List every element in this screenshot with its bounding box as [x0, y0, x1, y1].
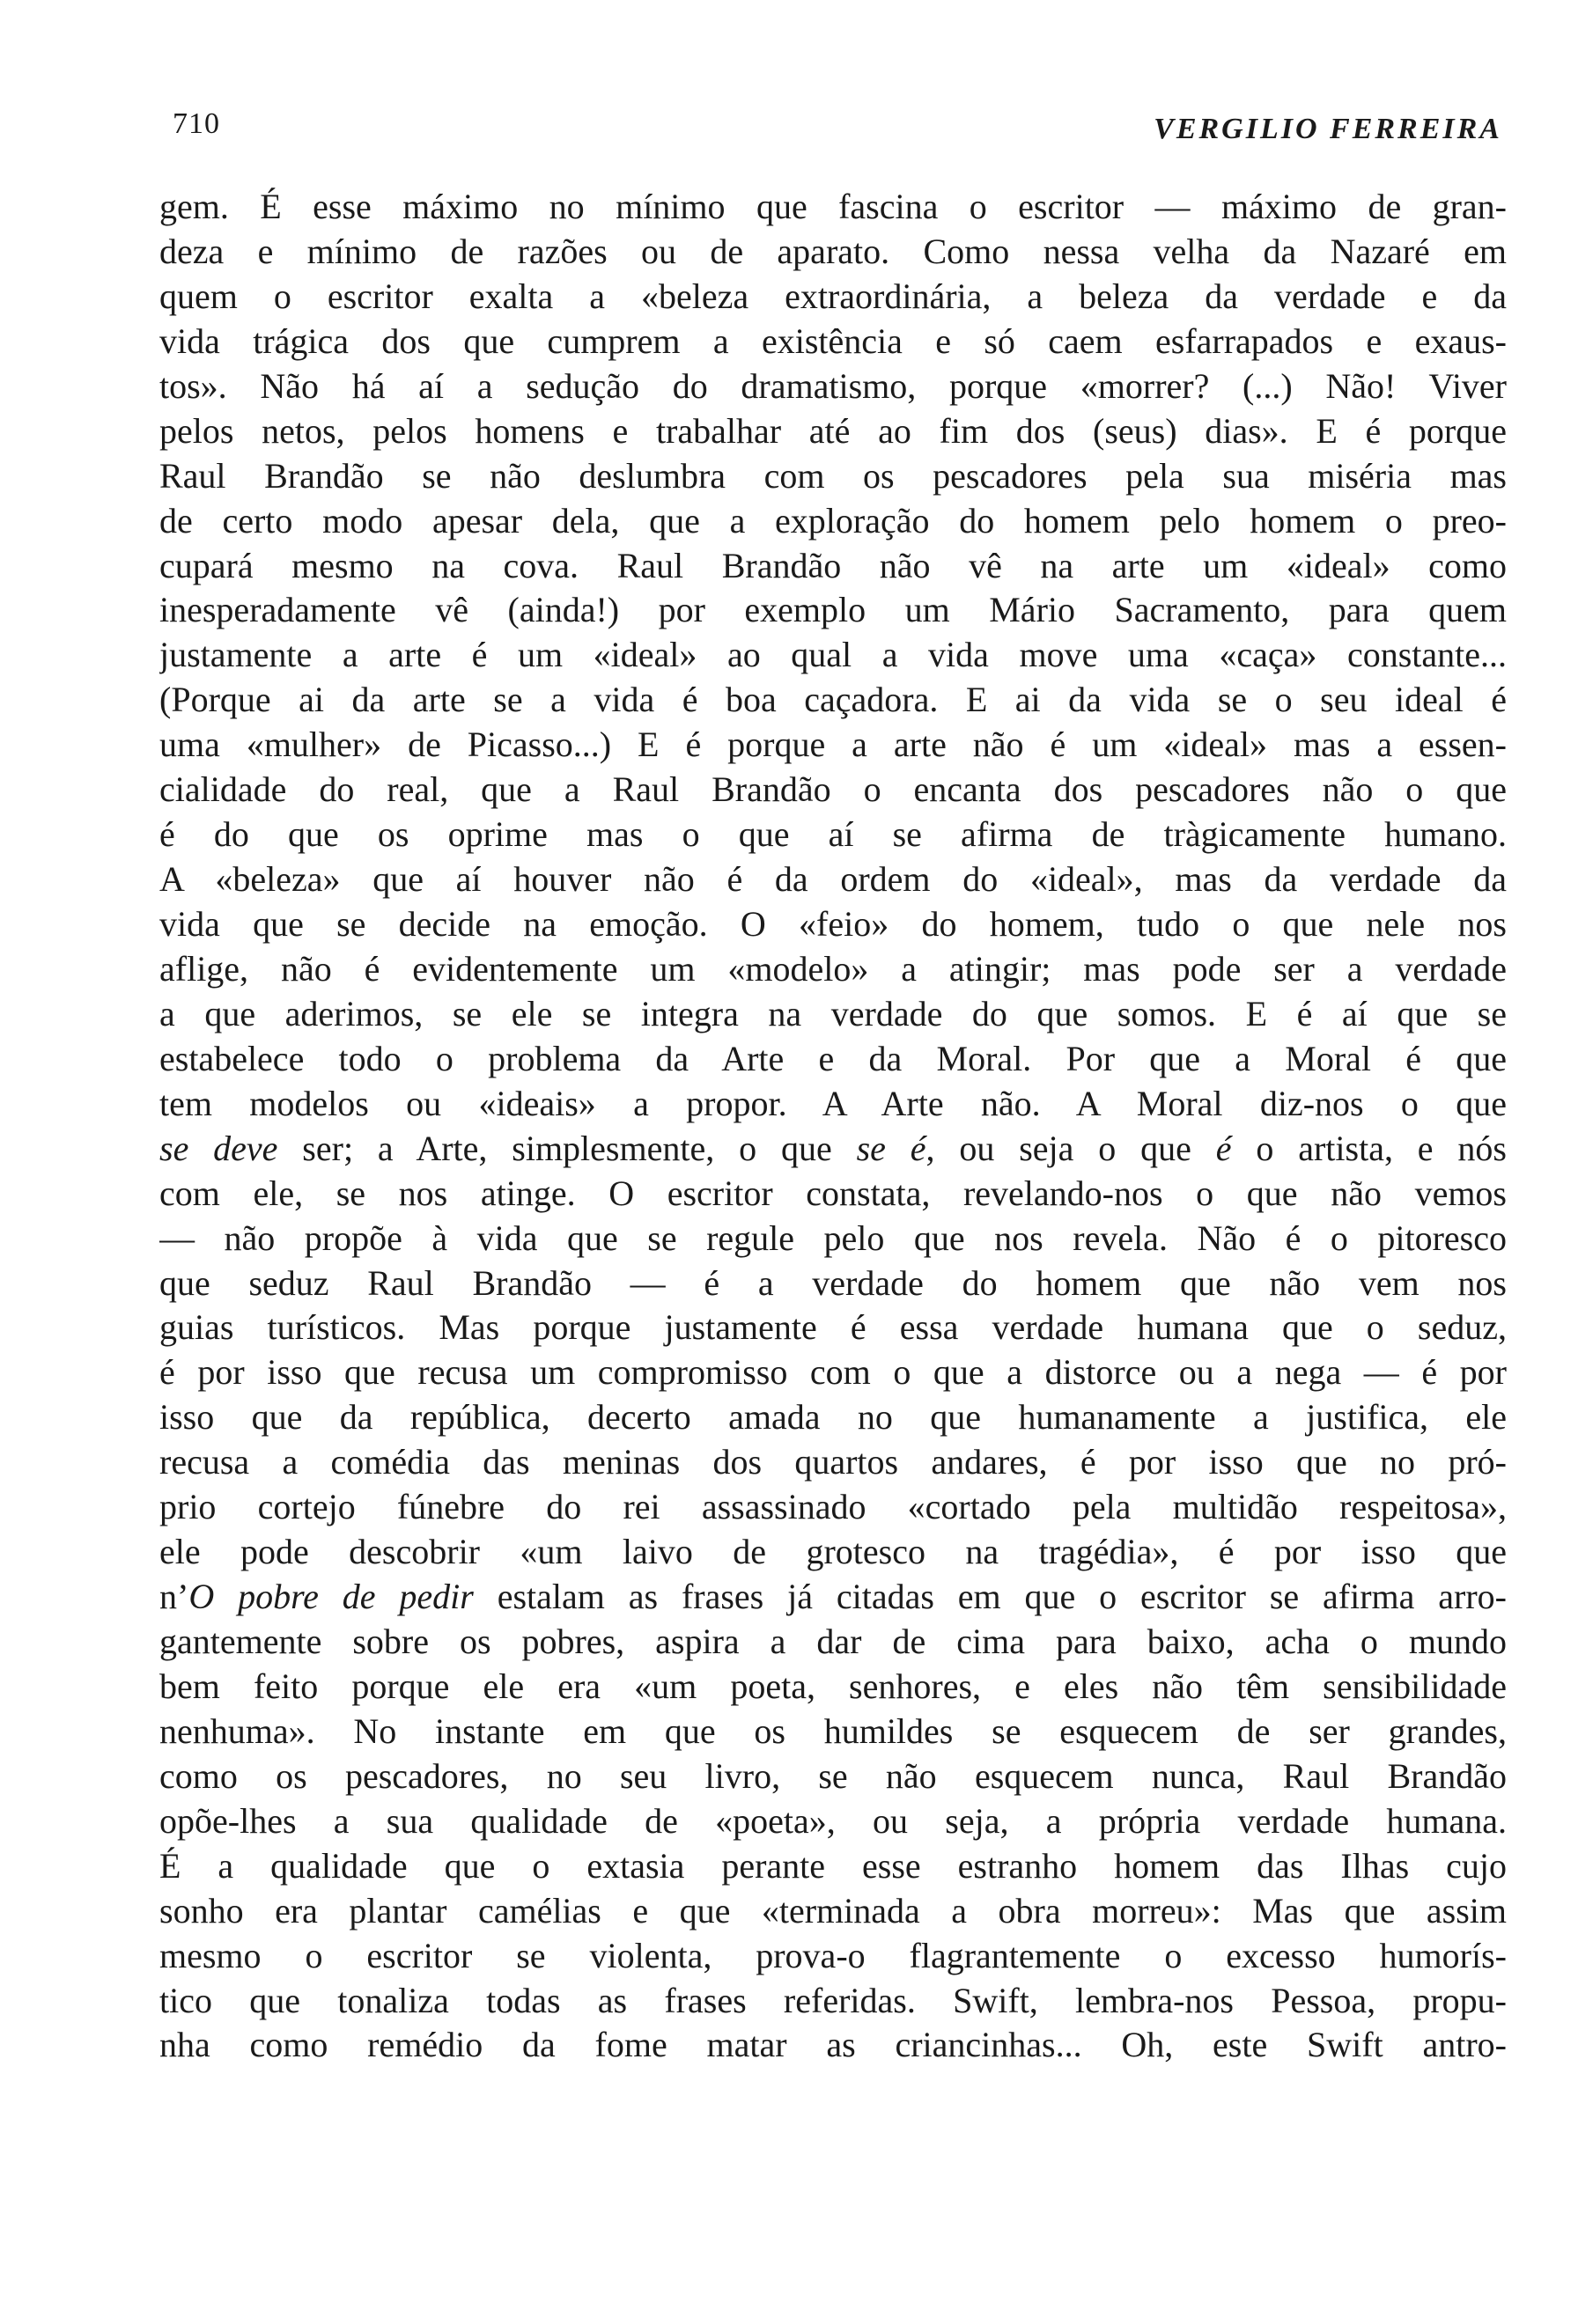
running-head: VERGILIO FERREIRA [1154, 113, 1502, 145]
text-line [159, 1037, 1507, 1082]
text-line [159, 1395, 1507, 1440]
text-line [159, 1575, 1507, 1620]
text-line [159, 813, 1507, 857]
italic-text: se é [856, 1128, 926, 1168]
text-segment: recusa a comédia das meninas dos quartos andares, é por isso que no pró- [159, 1442, 1507, 1482]
text-line [159, 454, 1507, 499]
text-line [159, 1217, 1507, 1261]
text-segment: prio cortejo fúnebre do rei assassinado «cortado pela multidão respeitosa», [159, 1487, 1507, 1527]
text-line [159, 499, 1507, 544]
text-segment: é por isso que recusa um compromisso com o que a distorce ou a nega — é por [159, 1352, 1507, 1393]
text-segment: o artista, e nós [1231, 1128, 1507, 1168]
text-segment: (Porque ai da arte se a vida é boa caçadora. E ai da vida se o seu ideal é [159, 680, 1507, 720]
text-segment: bem feito porque ele era «um poeta, senhores, e eles não têm sensibilidade [159, 1666, 1507, 1706]
text-segment: gantemente sobre os pobres, aspira a dar de cima para baixo, acha o mundo [159, 1622, 1507, 1661]
text-line [159, 275, 1507, 320]
text-line [159, 1082, 1507, 1127]
text-line [159, 1889, 1507, 1934]
text-segment: nha como remédio da fome matar as criancinhas... Oh, este Swift antro- [159, 2025, 1507, 2065]
text-line [159, 2023, 1507, 2068]
text-segment: nenhuma». No instante em que os humildes se esquecem de ser grandes, [159, 1710, 1507, 1751]
text-line [159, 947, 1507, 992]
text-segment: como os pescadores, no seu livro, se não esquecem nunca, Raul Brandão [159, 1755, 1507, 1796]
text-segment: estabelece todo o problema da Arte e da Moral. Por que a Moral é que [159, 1038, 1507, 1078]
text-line [159, 1934, 1507, 1979]
text-segment: ser; a Arte, simplesmente, o que [277, 1128, 857, 1168]
text-segment: justamente a arte é um «ideal» ao qual a vida move uma «caça» constante... [159, 635, 1507, 675]
text-segment: inesperadamente vê (ainda!) por exemplo um Mário Sacramento, para quem [159, 590, 1507, 630]
text-line [159, 1530, 1507, 1575]
text-segment: ele pode descobrir «um laivo de grotesco na tragédia», é por isso que [159, 1532, 1507, 1572]
text-line [159, 1305, 1507, 1350]
text-line [159, 409, 1507, 454]
text-segment: a que aderimos, se ele se integra na verdade do que somos. E é aí que se [159, 993, 1507, 1033]
text-line [159, 1620, 1507, 1665]
italic-text: O pobre de pedir [188, 1577, 474, 1617]
text-line [159, 1665, 1507, 1710]
italic-text: é [1215, 1128, 1232, 1168]
text-segment: de certo modo apesar dela, que a exploração do homem pelo homem o preo- [159, 500, 1507, 541]
text-segment: pelos netos, pelos homens e trabalhar até ao fim dos (seus) dias». E é porque [159, 410, 1507, 451]
text-line [159, 633, 1507, 678]
text-line [159, 230, 1507, 275]
text-segment: tico que tonaliza todas as frases referidas. Swift, lembra-nos Pessoa, propu- [159, 1980, 1507, 2020]
text-line [159, 364, 1507, 409]
text-segment: cialidade do real, que a Raul Brandão o encanta dos pescadores não o que [159, 769, 1507, 810]
text-line [159, 768, 1507, 813]
text-segment: tem modelos ou «ideais» a propor. A Arte não. A Moral diz-nos o que [159, 1083, 1507, 1123]
text-segment: mesmo o escritor se violenta, prova-o flagrantemente o excesso humorís- [159, 1935, 1507, 1975]
text-line [159, 1261, 1507, 1306]
text-segment: vida que se decide na emoção. O «feio» do homem, tudo o que nele nos [159, 904, 1507, 944]
text-segment: cupará mesmo na cova. Raul Brandão não vê na arte um «ideal» como [159, 545, 1507, 585]
text-line [159, 1710, 1507, 1754]
body-text [159, 185, 1507, 2068]
text-segment: isso que da república, decerto amada no que humanamente a justifica, ele [159, 1397, 1507, 1438]
text-segment: Raul Brandão se não deslumbra com os pescadores pela sua miséria mas [159, 455, 1507, 496]
text-line [159, 678, 1507, 723]
text-line [159, 992, 1507, 1037]
page-number: 710 [173, 107, 220, 140]
text-segment: que seduz Raul Brandão — é a verdade do homem que não vem nos [159, 1262, 1507, 1303]
text-line [159, 1844, 1507, 1889]
text-segment: sonho era plantar camélias e que «terminada a obra morreu»: Mas que assim [159, 1890, 1507, 1931]
text-line [159, 723, 1507, 768]
text-segment: aflige, não é evidentemente um «modelo» a atingir; mas pode ser a verdade [159, 948, 1507, 989]
text-segment: n’ [159, 1577, 189, 1617]
text-line [159, 1754, 1507, 1799]
text-line [159, 1485, 1507, 1530]
text-line [159, 185, 1507, 230]
text-line [159, 902, 1507, 947]
text-segment: — não propõe à vida que se regule pelo que nos revela. Não é o pitoresco [159, 1217, 1507, 1258]
text-line [159, 588, 1507, 633]
text-line [159, 1350, 1507, 1395]
text-segment: É a qualidade que o extasia perante esse estranho homem das Ilhas cujo [159, 1845, 1507, 1886]
text-segment: é do que os oprime mas o que aí se afirma de tràgicamente humano. [159, 814, 1507, 855]
text-segment: guias turísticos. Mas porque justamente é essa verdade humana que o seduz, [159, 1307, 1507, 1348]
text-line [159, 544, 1507, 589]
text-segment: deza e mínimo de razões ou de aparato. Como nessa velha da Nazaré em [159, 231, 1507, 271]
text-segment: quem o escritor exalta a «beleza extraordinária, a beleza da verdade e da [159, 276, 1507, 316]
text-segment: estalam as frases já citadas em que o escritor se afirma arro- [473, 1577, 1507, 1617]
text-segment: vida trágica dos que cumprem a existência e só caem esfarrapados e exaus- [159, 320, 1507, 361]
page-header [173, 107, 1502, 151]
text-segment: uma «mulher» de Picasso...) E é porque a arte não é um «ideal» mas a essen- [159, 724, 1507, 765]
text-segment: A «beleza» que aí houver não é da ordem do «ideal», mas da verdade da [159, 859, 1507, 900]
text-line [159, 1979, 1507, 2024]
text-line [159, 1799, 1507, 1844]
text-line [159, 1127, 1507, 1172]
text-line [159, 1440, 1507, 1485]
text-line [159, 857, 1507, 902]
text-segment: gem. É esse máximo no mínimo que fascina o escritor — máximo de gran- [159, 187, 1507, 226]
text-segment: opõe-lhes a sua qualidade de «poeta», ou seja, a própria verdade humana. [159, 1800, 1507, 1841]
text-line [159, 320, 1507, 364]
text-segment: tos». Não há aí a sedução do dramatismo, porque «morrer? (...) Não! Viver [159, 365, 1507, 406]
italic-text: se deve [159, 1128, 278, 1168]
text-segment: com ele, se nos atinge. O escritor constata, revelando-nos o que não vemos [159, 1173, 1507, 1213]
text-line [159, 1172, 1507, 1217]
text-segment: , ou seja o que [925, 1128, 1216, 1168]
